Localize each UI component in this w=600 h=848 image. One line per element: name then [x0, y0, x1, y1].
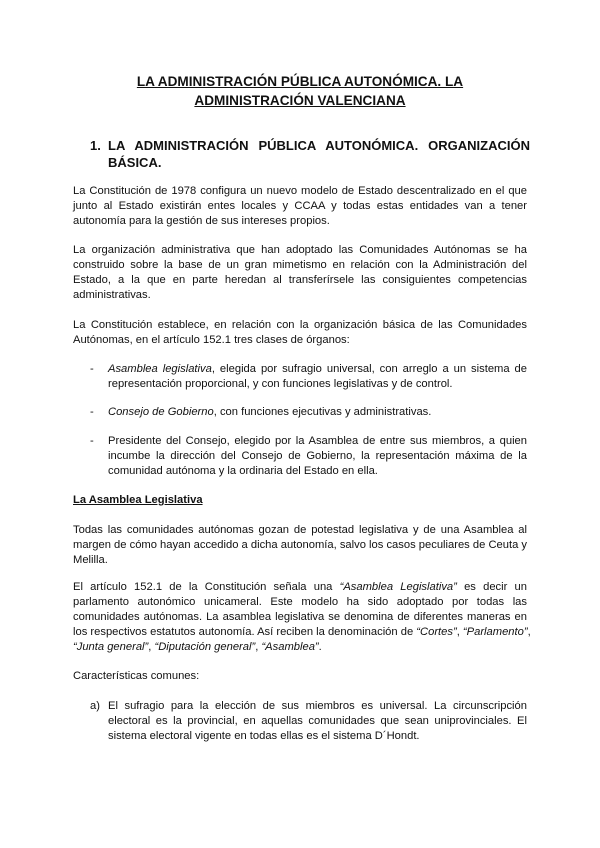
- italic-term: “Parlamento”: [462, 626, 528, 638]
- paragraph-line: Autónomas, en el artículo 152.1 tres clases de órganos:: [73, 334, 350, 346]
- bullet-item-presidente: [108, 434, 527, 479]
- bullet-marker: -: [90, 435, 94, 447]
- bullet-line: Presidente del Consejo, elegido por la Asamblea de entre sus miembros, a quien: [108, 435, 527, 447]
- italic-term: “Diputación general”: [154, 641, 256, 653]
- italic-term: “Junta general”: [73, 641, 149, 653]
- paragraph-4: [73, 523, 527, 568]
- paragraph-1: [73, 184, 527, 229]
- paragraph-line: La Constitución de 1978 configura un nuevo modelo de Estado descentralizado en el que: [73, 185, 527, 197]
- paragraph-line: construido sobre la base de un gran mimetismo en relación con la Administración del: [73, 259, 527, 271]
- paragraph-line: Melilla.: [73, 554, 108, 566]
- list-item-line: El sufragio para la elección de sus miembros es universal. La circunscripción: [108, 700, 527, 712]
- text-run: ,: [148, 641, 155, 653]
- list-item-line: sistema electoral vigente en todas ellas es el sistema D´Hondt.: [108, 730, 420, 742]
- text-run: los respectivos estatutos autonomía. Así reciben la denominación de: [73, 626, 417, 638]
- text-run: ,: [456, 626, 463, 638]
- bullet-marker: -: [90, 406, 94, 418]
- bullet-item-consejo: [108, 405, 527, 420]
- paragraph-line: administrativas.: [73, 289, 151, 301]
- paragraph-3: [73, 318, 527, 348]
- paragraph-line: [73, 580, 527, 595]
- bullet-item-asamblea: [108, 362, 527, 392]
- title-line-2: ADMINISTRACIÓN VALENCIANA: [194, 93, 406, 108]
- document-title: [100, 72, 500, 110]
- list-item-a: [108, 699, 527, 744]
- text-run: es decir un: [456, 581, 527, 593]
- text-run: ,: [527, 626, 531, 638]
- paragraph-line: La organización administrativa que han adoptado las Comunidades Autónomas se ha: [73, 244, 527, 256]
- paragraph-line: junto al Estado existirán entes locales y CCAA y todas estas entidades van a tener: [73, 200, 527, 212]
- italic-term: “Asamblea”: [261, 641, 319, 653]
- italic-term: “Cortes”: [416, 626, 457, 638]
- paragraph-line: Estado, a la que en parte heredan al transferírsele las consiguientes competencias: [73, 274, 527, 286]
- paragraph-line: margen de cómo hayan accedido a dicha autonomía, salvo los casos peculiares de Ceuta y: [73, 539, 527, 551]
- bullet-line: [108, 405, 527, 420]
- title-line-1: LA ADMINISTRACIÓN PÚBLICA AUTONÓMICA. LA: [136, 74, 464, 89]
- paragraph-line: autonomía para la gestión de sus intereses propios.: [73, 215, 330, 227]
- text-run: El artículo 152.1 de la Constitución señala una: [73, 581, 340, 593]
- paragraph-line: [73, 625, 531, 640]
- paragraph-line: Todas las comunidades autónomas gozan de potestad legislativa y de una Asamblea al: [73, 524, 527, 536]
- subheading-asamblea-legislativa: La Asamblea Legislativa: [73, 494, 203, 506]
- paragraph-5: [73, 580, 531, 655]
- bullet-text-rest: , con funciones ejecutivas y administrativas.: [213, 406, 432, 418]
- list-item-line: electoral es la provincial, en aquellas comunidades que sean uniprovinciales. El: [108, 715, 527, 727]
- bullet-line: representación proporcional, y con funciones legislativas y de control.: [108, 378, 453, 390]
- bullet-text-rest: , elegida por sufragio universal, con arreglo a un sistema de: [211, 363, 528, 375]
- paragraph-2: [73, 243, 527, 303]
- bullet-line: incumbe la dirección del Consejo de Gobierno, la representación máxima de la: [108, 450, 527, 462]
- text-run: ,: [255, 641, 262, 653]
- section-title-line-1: LA ADMINISTRACIÓN PÚBLICA AUTONÓMICA. ORGANIZACIÓN: [108, 138, 530, 153]
- bullet-italic-term: Asamblea legislativa: [108, 363, 212, 375]
- bullet-italic-term: Consejo de Gobierno: [108, 406, 214, 418]
- paragraph-line: parlamento autonómico unicameral. Este modelo ha sido adoptado por todas las: [73, 596, 527, 608]
- italic-term: “Asamblea Legislativa”: [339, 581, 457, 593]
- paragraph-line: comunidades autónomas. La asamblea legislativa se denomina de diferentes maneras en: [73, 611, 527, 623]
- text-run: .: [318, 641, 322, 653]
- list-item-marker-a: a): [90, 700, 100, 712]
- bullet-line: [108, 362, 527, 377]
- section-number: 1.: [90, 138, 101, 153]
- bullet-line: comunidad autónoma y la ordinaria del Estado en ella.: [108, 465, 378, 477]
- paragraph-line: [73, 640, 527, 655]
- paragraph-line: La Constitución establece, en relación con la organización básica de las Comunidades: [73, 319, 527, 331]
- section-title-line-2: BÁSICA.: [108, 155, 162, 170]
- bullet-marker: -: [90, 363, 94, 375]
- paragraph-6: Características comunes:: [73, 670, 200, 682]
